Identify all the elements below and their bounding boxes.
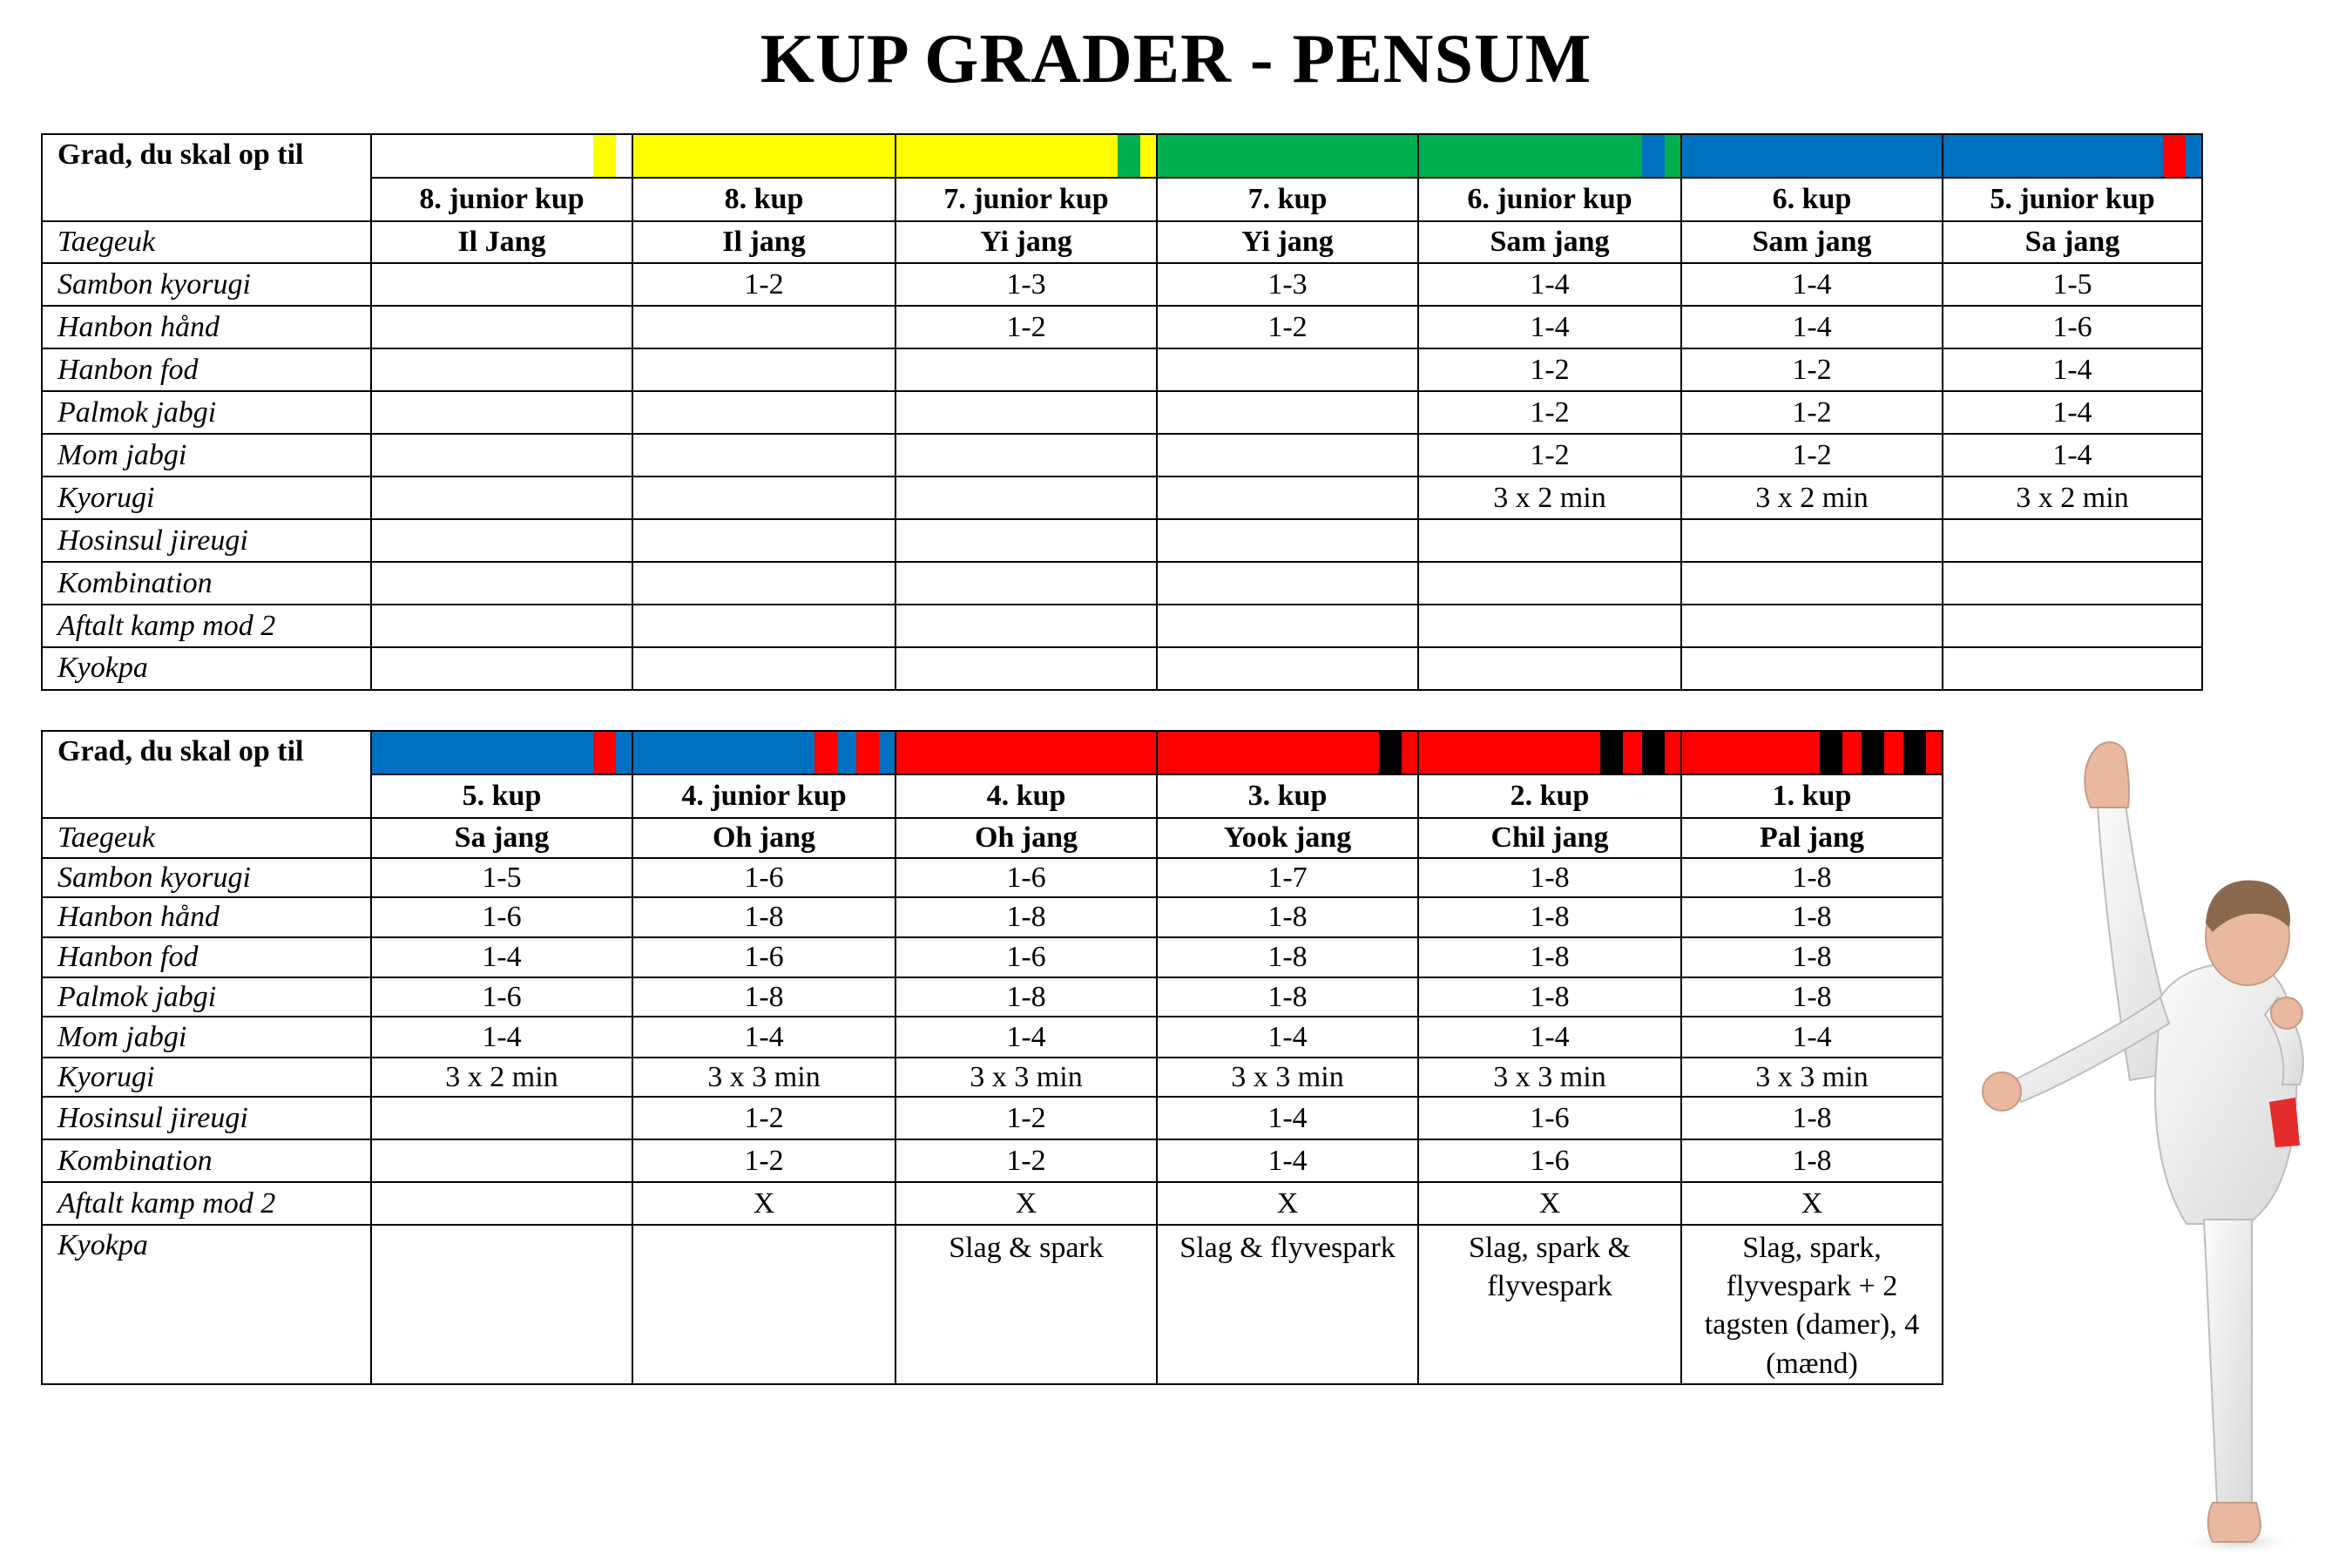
pensum-value: 3 x 3 min (632, 1058, 896, 1097)
pensum-value: 1-6 (371, 897, 632, 937)
pensum-value: 1-4 (632, 1017, 896, 1058)
pensum-value (371, 605, 632, 647)
pensum-value: 1-6 (896, 858, 1157, 897)
pensum-value: Slag, spark, flyvespark + 2 tagsten (damer), 4 (mænd) (1681, 1225, 1943, 1384)
pensum-value: 1-4 (371, 937, 632, 977)
pensum-value (1418, 605, 1681, 647)
pensum-value: 1-4 (1418, 306, 1681, 348)
pensum-row (42, 897, 1943, 937)
pensum-value: 3 x 2 min (1681, 476, 1943, 519)
grade-name: 8. kup (632, 178, 896, 221)
belt-cell (1418, 134, 1681, 178)
belt-stripe (1903, 732, 1926, 774)
pensum-value (371, 562, 632, 605)
pensum-value: 1-8 (1157, 897, 1418, 937)
pensum-value: X (632, 1182, 896, 1225)
pensum-row (42, 1139, 1943, 1182)
pensum-value: 1-6 (1418, 1139, 1681, 1182)
pensum-value (1681, 605, 1943, 647)
taegeuk-value: Yi jang (1157, 221, 1418, 263)
taegeuk-value: Il Jang (371, 221, 632, 263)
pensum-row (42, 434, 2202, 476)
belt-stripe (1118, 135, 1140, 177)
pensum-value: 1-8 (1157, 937, 1418, 977)
row-label: Kyorugi (42, 476, 371, 519)
row-label: Palmok jabgi (42, 391, 371, 434)
pensum-value (371, 1225, 632, 1384)
grade-name: 3. kup (1157, 774, 1418, 818)
pensum-value (1681, 562, 1943, 605)
taegeuk-value: Oh jang (896, 818, 1157, 858)
pensum-value: 1-8 (1418, 937, 1681, 977)
row-label: Aftalt kamp mod 2 (42, 1182, 371, 1225)
pensum-value (1157, 562, 1418, 605)
belt-cell (371, 731, 632, 774)
row-label: Kyokpa (42, 1225, 371, 1384)
pensum-value: 1-8 (1681, 858, 1943, 897)
pensum-value: 1-4 (1943, 348, 2202, 391)
pensum-value (632, 562, 896, 605)
row-label: Aftalt kamp mod 2 (42, 605, 371, 647)
pensum-value (896, 605, 1157, 647)
row-label: Sambon kyorugi (42, 858, 371, 897)
grade-name: 1. kup (1681, 774, 1943, 818)
pensum-value: X (1418, 1182, 1681, 1225)
pensum-value (896, 391, 1157, 434)
pensum-value: 1-2 (632, 263, 896, 306)
belt-stripe (1820, 732, 1842, 774)
belt-stripe (1379, 732, 1402, 774)
pensum-value (632, 647, 896, 690)
pensum-value (632, 348, 896, 391)
pensum-value: 1-2 (896, 1139, 1157, 1182)
belt-cell (632, 731, 896, 774)
grade-name: 2. kup (1418, 774, 1681, 818)
pensum-value (1418, 647, 1681, 690)
belt-stripe (1862, 732, 1884, 774)
belt-cell (371, 134, 632, 178)
taegeuk-value: Oh jang (632, 818, 896, 858)
row-label: Hanbon fod (42, 348, 371, 391)
pensum-row (42, 605, 2202, 647)
belt-cell (1681, 731, 1943, 774)
grade-header-label: Grad, du skal op til (42, 731, 371, 818)
belt-row (42, 731, 1943, 774)
pensum-value (371, 306, 632, 348)
taegeuk-value: Sa jang (371, 818, 632, 858)
pensum-value: 1-4 (1157, 1097, 1418, 1139)
pensum-value (371, 519, 632, 562)
pensum-value: 1-6 (1943, 306, 2202, 348)
row-label: Hanbon hånd (42, 306, 371, 348)
pensum-value (632, 519, 896, 562)
pensum-value (632, 391, 896, 434)
pensum-value: 1-6 (632, 858, 896, 897)
row-label: Hosinsul jireugi (42, 1097, 371, 1139)
row-label: Kombination (42, 562, 371, 605)
pensum-value: 1-8 (1681, 1139, 1943, 1182)
pensum-value: 1-8 (1157, 977, 1418, 1017)
pensum-value: 1-8 (1681, 977, 1943, 1017)
row-label: Mom jabgi (42, 434, 371, 476)
pensum-value (896, 562, 1157, 605)
pensum-value: 1-2 (896, 1097, 1157, 1139)
grade-name: 7. kup (1157, 178, 1418, 221)
pensum-value: 1-8 (632, 977, 896, 1017)
row-label: Kombination (42, 1139, 371, 1182)
belt-stripe (593, 732, 616, 774)
pensum-value: X (1681, 1182, 1943, 1225)
pensum-row (42, 519, 2202, 562)
row-label: Kyokpa (42, 647, 371, 690)
pensum-row (42, 263, 2202, 306)
pensum-value: 1-2 (1157, 306, 1418, 348)
taegeuk-value: Yi jang (896, 221, 1157, 263)
belt-stripe (856, 732, 879, 774)
pensum-value: 3 x 3 min (1681, 1058, 1943, 1097)
pensum-value (632, 605, 896, 647)
pensum-value (632, 1225, 896, 1384)
pensum-row (42, 1058, 1943, 1097)
belt-stripe (1600, 732, 1623, 774)
pensum-row (42, 977, 1943, 1017)
row-label: Hanbon fod (42, 937, 371, 977)
pensum-value: 1-6 (632, 937, 896, 977)
pensum-row (42, 476, 2202, 519)
taegeuk-value: Yook jang (1157, 818, 1418, 858)
pensum-value: 1-2 (1418, 391, 1681, 434)
pensum-value: 1-8 (896, 977, 1157, 1017)
grade-name: 5. kup (371, 774, 632, 818)
pensum-value (371, 348, 632, 391)
row-label: Kyorugi (42, 1058, 371, 1097)
taegeuk-value: Pal jang (1681, 818, 1943, 858)
pensum-value (371, 647, 632, 690)
pensum-value: 1-2 (632, 1139, 896, 1182)
belt-cell (1681, 134, 1943, 178)
pensum-value: 1-2 (1681, 434, 1943, 476)
pensum-value (1943, 562, 2202, 605)
grade-name: 6. junior kup (1418, 178, 1681, 221)
taegeuk-value: Sam jang (1418, 221, 1681, 263)
pensum-value: 3 x 2 min (371, 1058, 632, 1097)
pensum-value (371, 1182, 632, 1225)
grade-name: 7. junior kup (896, 178, 1157, 221)
pensum-value (1157, 434, 1418, 476)
pensum-value (1157, 348, 1418, 391)
belt-cell (896, 134, 1157, 178)
pensum-value (371, 1139, 632, 1182)
page-title: KUP GRADER - PENSUM (760, 21, 1592, 98)
pensum-value: 1-8 (1418, 858, 1681, 897)
pensum-value: 1-3 (1157, 263, 1418, 306)
row-label: Taegeuk (42, 221, 371, 263)
pensum-value: Slag & spark (896, 1225, 1157, 1384)
belt-cell (1943, 134, 2202, 178)
pensum-value (1157, 391, 1418, 434)
pensum-value (896, 434, 1157, 476)
belt-stripe (1642, 732, 1665, 774)
pensum-value (371, 1097, 632, 1139)
grade-name: 8. junior kup (371, 178, 632, 221)
pensum-value: 1-4 (371, 1017, 632, 1058)
row-label: Taegeuk (42, 818, 371, 858)
pensum-value: 1-4 (1681, 1017, 1943, 1058)
pensum-row (42, 858, 1943, 897)
pensum-value: 1-8 (632, 897, 896, 937)
pensum-value (1418, 562, 1681, 605)
pensum-value (632, 434, 896, 476)
grades-table-2 (41, 730, 1943, 1385)
row-label: Mom jabgi (42, 1017, 371, 1058)
pensum-value: 1-6 (371, 977, 632, 1017)
pensum-value: 1-4 (1418, 1017, 1681, 1058)
pensum-value (1943, 605, 2202, 647)
pensum-value: 1-4 (1418, 263, 1681, 306)
pensum-value (1943, 647, 2202, 690)
pensum-value: 3 x 2 min (1943, 476, 2202, 519)
pensum-value: 1-4 (1157, 1139, 1418, 1182)
grade-name: 4. kup (896, 774, 1157, 818)
taegeuk-value: Sam jang (1681, 221, 1943, 263)
pensum-value: 1-6 (1418, 1097, 1681, 1139)
pensum-row (42, 306, 2202, 348)
pensum-value (1681, 647, 1943, 690)
pensum-row (42, 1097, 1943, 1139)
taegeuk-row (42, 221, 2202, 263)
pensum-row (42, 1017, 1943, 1058)
grade-header-label: Grad, du skal op til (42, 134, 371, 221)
taegeuk-value: Chil jang (1418, 818, 1681, 858)
taegeuk-value: Il jang (632, 221, 896, 263)
pensum-value: 1-2 (1418, 348, 1681, 391)
belt-row (42, 134, 2202, 178)
taegeuk-row (42, 818, 1943, 858)
pensum-value (1418, 519, 1681, 562)
pensum-value (1157, 519, 1418, 562)
row-label: Palmok jabgi (42, 977, 371, 1017)
pensum-value: 1-8 (1418, 897, 1681, 937)
taekwondo-kid-photo (1951, 736, 2335, 1564)
pensum-value (896, 476, 1157, 519)
row-label: Hanbon hånd (42, 897, 371, 937)
pensum-value: 1-4 (896, 1017, 1157, 1058)
pensum-value: 1-8 (1681, 1097, 1943, 1139)
pensum-value: 1-4 (1681, 306, 1943, 348)
pensum-value: 1-5 (1943, 263, 2202, 306)
pensum-value: 1-6 (896, 937, 1157, 977)
pensum-value (371, 263, 632, 306)
pensum-value: 1-2 (1681, 391, 1943, 434)
pensum-value (896, 519, 1157, 562)
grade-name: 5. junior kup (1943, 178, 2202, 221)
pensum-value: 3 x 2 min (1418, 476, 1681, 519)
pensum-value: 1-2 (632, 1097, 896, 1139)
belt-stripe (814, 732, 837, 774)
pensum-value: 1-4 (1157, 1017, 1418, 1058)
pensum-value (371, 391, 632, 434)
pensum-row (42, 348, 2202, 391)
row-label: Hosinsul jireugi (42, 519, 371, 562)
pensum-value: 1-8 (896, 897, 1157, 937)
belt-stripe (593, 135, 616, 177)
pensum-value (1157, 647, 1418, 690)
pensum-value: 1-4 (1943, 434, 2202, 476)
pensum-value: 1-8 (1681, 897, 1943, 937)
pensum-value (1681, 519, 1943, 562)
pensum-row (42, 391, 2202, 434)
grade-name: 4. junior kup (632, 774, 896, 818)
pensum-value (1157, 605, 1418, 647)
pensum-value: Slag, spark & flyvespark (1418, 1225, 1681, 1384)
belt-stripe (1642, 135, 1665, 177)
pensum-value: 1-8 (1418, 977, 1681, 1017)
pensum-row (42, 562, 2202, 605)
belt-stripe (2163, 135, 2186, 177)
belt-cell (1418, 731, 1681, 774)
belt-cell (632, 134, 896, 178)
pensum-value (896, 348, 1157, 391)
taegeuk-value: Sa jang (1943, 221, 2202, 263)
row-label: Sambon kyorugi (42, 263, 371, 306)
grade-name: 6. kup (1681, 178, 1943, 221)
pensum-value: 1-5 (371, 858, 632, 897)
pensum-value: X (1157, 1182, 1418, 1225)
pensum-value: 1-7 (1157, 858, 1418, 897)
pensum-value: 3 x 3 min (896, 1058, 1157, 1097)
pensum-value: 1-4 (1943, 391, 2202, 434)
belt-cell (1157, 731, 1418, 774)
pensum-value (632, 306, 896, 348)
pensum-row (42, 647, 2202, 690)
belt-cell (1157, 134, 1418, 178)
pensum-value: 1-4 (1681, 263, 1943, 306)
pensum-row (42, 1182, 1943, 1225)
pensum-value (371, 476, 632, 519)
pensum-value: 1-2 (896, 306, 1157, 348)
pensum-value (371, 434, 632, 476)
pensum-value (632, 476, 896, 519)
pensum-row (42, 1225, 1943, 1384)
pensum-value: 1-3 (896, 263, 1157, 306)
belt-cell (896, 731, 1157, 774)
pensum-row (42, 937, 1943, 977)
pensum-value (1157, 476, 1418, 519)
pensum-value: 1-2 (1418, 434, 1681, 476)
pensum-value: 1-2 (1681, 348, 1943, 391)
pensum-value (1943, 519, 2202, 562)
pensum-value: 1-8 (1681, 937, 1943, 977)
pensum-value: X (896, 1182, 1157, 1225)
pensum-value: 3 x 3 min (1157, 1058, 1418, 1097)
pensum-value (896, 647, 1157, 690)
pensum-value: 3 x 3 min (1418, 1058, 1681, 1097)
pensum-value: Slag & flyvespark (1157, 1225, 1418, 1384)
grades-table-1 (41, 133, 2203, 691)
